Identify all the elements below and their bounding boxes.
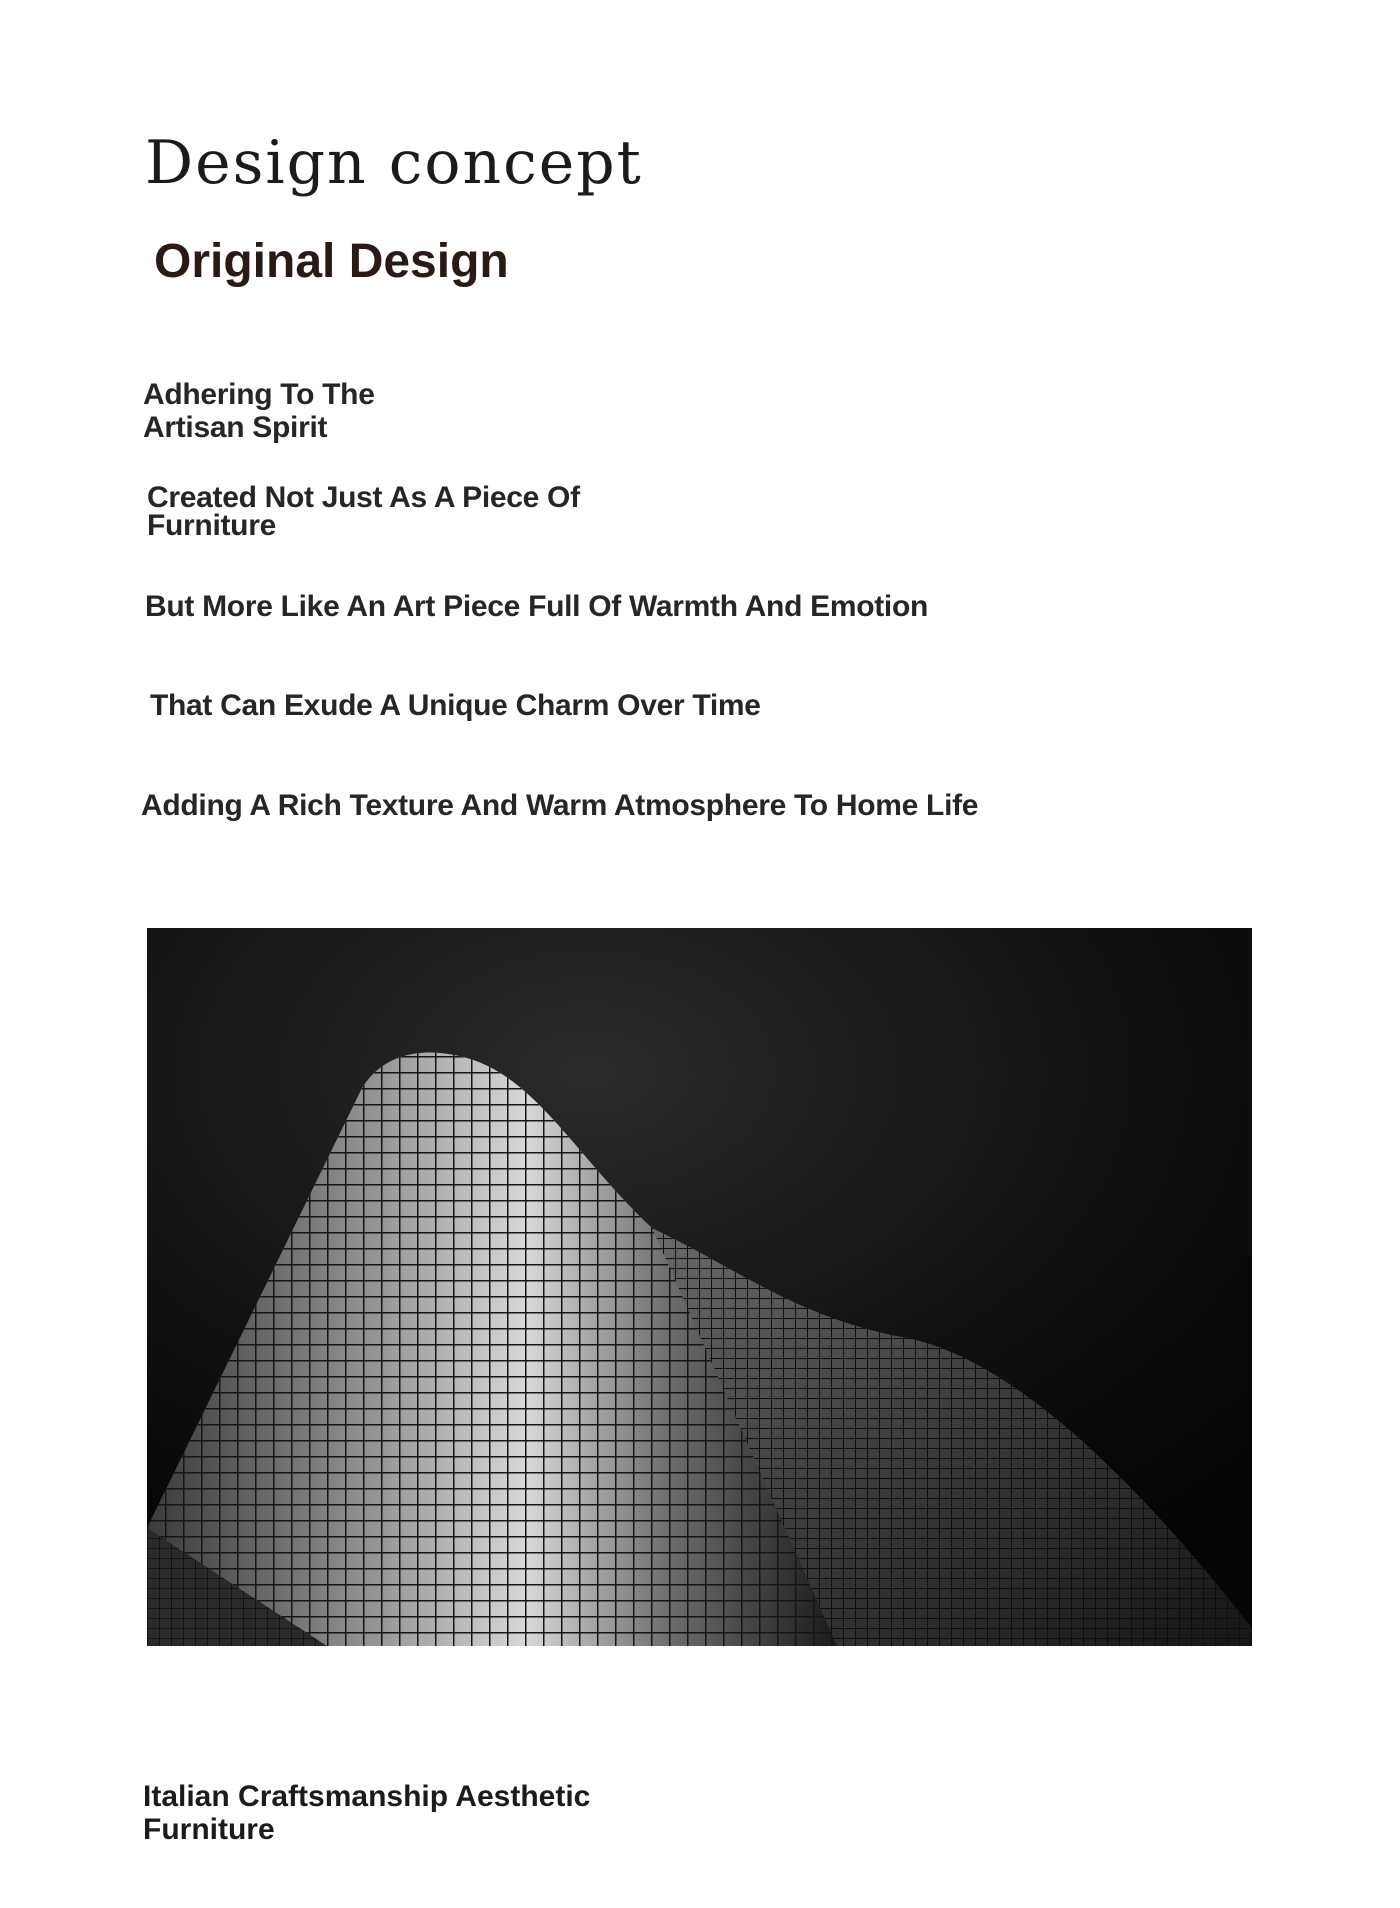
concept-line-3: But More Like An Art Piece Full Of Warmth And Emotion [145, 590, 929, 623]
concept-line-4: That Can Exude A Unique Charm Over Time [150, 689, 761, 722]
page-title: Design concept [145, 128, 643, 198]
concept-line-1b: Artisan Spirit [143, 411, 328, 444]
concept-line-2 [147, 481, 580, 542]
section-subtitle: Original Design [154, 235, 509, 288]
skyscraper-photo [147, 928, 1252, 1646]
concept-line-5: Adding A Rich Texture And Warm Atmosphere To Home Life [141, 789, 979, 822]
footer-line-1: Italian Craftsmanship Aesthetic [143, 1780, 591, 1813]
skyscraper-illustration [147, 928, 1252, 1646]
footer-line-2: Furniture [143, 1813, 275, 1846]
concept-line-2a: Created Not Just As A Piece Of [147, 481, 580, 514]
footer-text [143, 1780, 590, 1846]
concept-line-1a: Adhering To The [143, 378, 375, 411]
concept-line-2b: Furniture [147, 509, 276, 542]
concept-line-1 [143, 378, 375, 444]
